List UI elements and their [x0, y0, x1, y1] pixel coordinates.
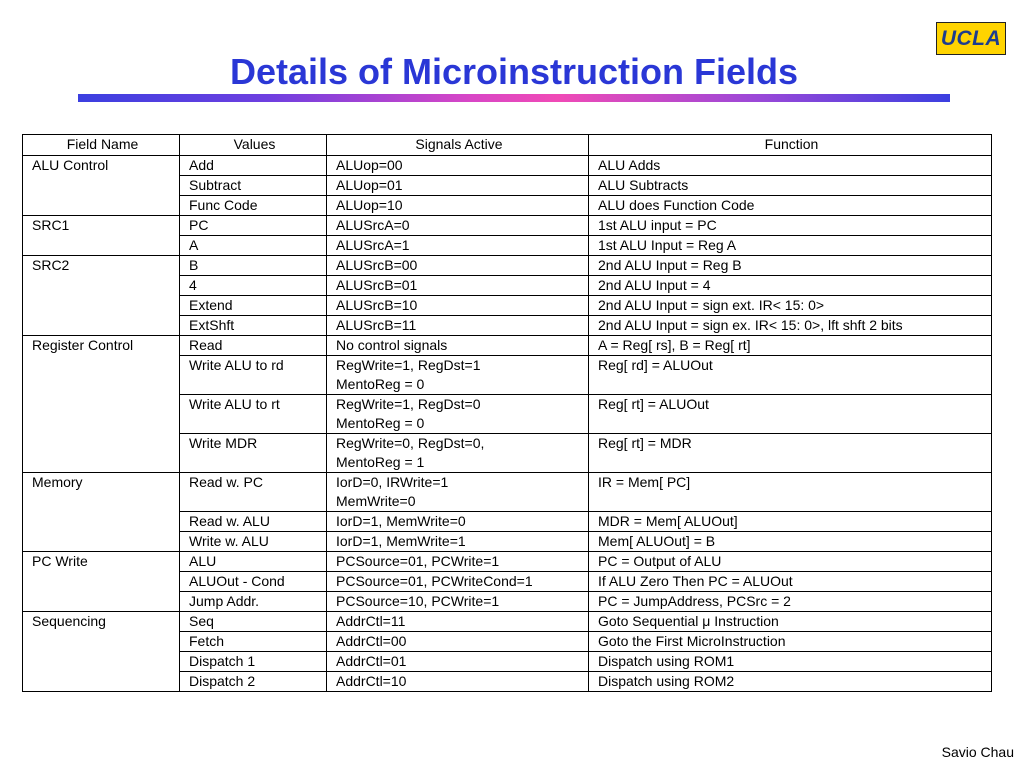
signals-active-cell — [327, 532, 589, 552]
value-cell: Write MDR — [180, 434, 327, 473]
field-name-cell: SRC2 — [23, 256, 180, 336]
signal-line: MentoReg = 1 — [336, 454, 425, 470]
function-cell: 1st ALU input = PC — [589, 216, 992, 236]
table-header-row — [23, 135, 992, 156]
value-cell: Dispatch 1 — [180, 652, 327, 672]
signal-line: ALUSrcA=1 — [336, 237, 410, 253]
author-footer: Savio Chau — [941, 744, 1014, 760]
table-row — [23, 156, 992, 176]
signal-line: PCSource=10, PCWrite=1 — [336, 593, 500, 609]
function-cell: ALU Adds — [589, 156, 992, 176]
function-cell: IR = Mem[ PC] — [589, 473, 992, 512]
value-cell: Subtract — [180, 176, 327, 196]
function-cell: 2nd ALU Input = sign ext. IR< 15: 0> — [589, 296, 992, 316]
signals-active-cell — [327, 356, 589, 395]
signals-active-cell — [327, 176, 589, 196]
function-cell: ALU Subtracts — [589, 176, 992, 196]
function-cell: 2nd ALU Input = sign ex. IR< 15: 0>, lft shft 2 bits — [589, 316, 992, 336]
value-cell: Write ALU to rd — [180, 356, 327, 395]
table-row — [23, 336, 992, 356]
signals-active-cell — [327, 276, 589, 296]
signal-line: RegWrite=0, RegDst=0, — [336, 435, 485, 451]
header-signals-active: Signals Active — [327, 135, 589, 156]
signals-active-cell — [327, 256, 589, 276]
signal-line: AddrCtl=11 — [336, 613, 406, 629]
value-cell: Seq — [180, 612, 327, 632]
signal-line: PCSource=01, PCWriteCond=1 — [336, 573, 533, 589]
field-name-cell: PC Write — [23, 552, 180, 612]
value-cell: Add — [180, 156, 327, 176]
field-name-cell: SRC1 — [23, 216, 180, 256]
header-field-name: Field Name — [23, 135, 180, 156]
signal-line: AddrCtl=10 — [336, 673, 407, 689]
field-name-cell: Memory — [23, 473, 180, 552]
signals-active-cell — [327, 572, 589, 592]
field-name-cell: Register Control — [23, 336, 180, 473]
signal-line: MemWrite=0 — [336, 493, 416, 509]
function-cell: ALU does Function Code — [589, 196, 992, 216]
signals-active-cell — [327, 395, 589, 434]
ucla-logo: UCLA — [936, 22, 1006, 55]
signal-line: IorD=1, MemWrite=0 — [336, 513, 466, 529]
signals-active-cell — [327, 512, 589, 532]
header-values: Values — [180, 135, 327, 156]
function-cell: MDR = Mem[ ALUOut] — [589, 512, 992, 532]
page-title: Details of Microinstruction Fields — [229, 51, 799, 92]
signal-line: No control signals — [336, 337, 448, 353]
function-cell: If ALU Zero Then PC = ALUOut — [589, 572, 992, 592]
function-cell: PC = JumpAddress, PCSrc = 2 — [589, 592, 992, 612]
value-cell: B — [180, 256, 327, 276]
value-cell: ExtShft — [180, 316, 327, 336]
value-cell: Jump Addr. — [180, 592, 327, 612]
signals-active-cell — [327, 216, 589, 236]
signals-active-cell — [327, 434, 589, 473]
field-name-cell: ALU Control — [23, 156, 180, 216]
function-cell: Reg[ rt] = MDR — [589, 434, 992, 473]
header-function: Function — [589, 135, 992, 156]
field-name-cell: Sequencing — [23, 612, 180, 692]
function-cell: Reg[ rd] = ALUOut — [589, 356, 992, 395]
signal-line: PCSource=01, PCWrite=1 — [336, 553, 500, 569]
signal-line: IorD=1, MemWrite=1 — [336, 533, 466, 549]
signals-active-cell — [327, 672, 589, 692]
value-cell: ALUOut - Cond — [180, 572, 327, 592]
signal-line: RegWrite=1, RegDst=0 — [336, 396, 481, 412]
signal-line: ALUSrcB=11 — [336, 317, 417, 333]
table-row — [23, 473, 992, 512]
function-cell: 2nd ALU Input = 4 — [589, 276, 992, 296]
value-cell: Read w. PC — [180, 473, 327, 512]
table-body — [23, 156, 992, 692]
value-cell: Write ALU to rt — [180, 395, 327, 434]
value-cell: Fetch — [180, 632, 327, 652]
function-cell: Goto Sequential μ Instruction — [589, 612, 992, 632]
value-cell: Dispatch 2 — [180, 672, 327, 692]
value-cell: ALU — [180, 552, 327, 572]
signals-active-cell — [327, 196, 589, 216]
table-row — [23, 612, 992, 632]
value-cell: Read — [180, 336, 327, 356]
signal-line: MentoReg = 0 — [336, 376, 425, 392]
table-row — [23, 552, 992, 572]
signal-line: ALUop=00 — [336, 157, 403, 173]
signal-line: IorD=0, IRWrite=1 — [336, 474, 449, 490]
signals-active-cell — [327, 592, 589, 612]
microinstruction-fields-table — [22, 134, 992, 692]
value-cell: 4 — [180, 276, 327, 296]
signals-active-cell — [327, 612, 589, 632]
signals-active-cell — [327, 156, 589, 176]
signals-active-cell — [327, 236, 589, 256]
function-cell: PC = Output of ALU — [589, 552, 992, 572]
table-row — [23, 256, 992, 276]
signals-active-cell — [327, 296, 589, 316]
signals-active-cell — [327, 336, 589, 356]
signals-active-cell — [327, 316, 589, 336]
function-cell: Reg[ rt] = ALUOut — [589, 395, 992, 434]
function-cell: 1st ALU Input = Reg A — [589, 236, 992, 256]
signal-line: MentoReg = 0 — [336, 415, 425, 431]
signals-active-cell — [327, 632, 589, 652]
value-cell: Func Code — [180, 196, 327, 216]
signal-line: ALUop=10 — [336, 197, 403, 213]
signal-line: AddrCtl=01 — [336, 653, 407, 669]
signals-active-cell — [327, 473, 589, 512]
function-cell: Dispatch using ROM1 — [589, 652, 992, 672]
value-cell: Extend — [180, 296, 327, 316]
signal-line: ALUSrcB=01 — [336, 277, 418, 293]
table-row — [23, 216, 992, 236]
signal-line: ALUSrcA=0 — [336, 217, 410, 233]
signal-line: ALUSrcB=00 — [336, 257, 418, 273]
function-cell: Mem[ ALUOut] = B — [589, 532, 992, 552]
signals-active-cell — [327, 652, 589, 672]
function-cell: Dispatch using ROM2 — [589, 672, 992, 692]
signal-line: ALUSrcB=10 — [336, 297, 418, 313]
value-cell: A — [180, 236, 327, 256]
function-cell: Goto the First MicroInstruction — [589, 632, 992, 652]
function-cell: A = Reg[ rs], B = Reg[ rt] — [589, 336, 992, 356]
signal-line: RegWrite=1, RegDst=1 — [336, 357, 481, 373]
title-underline-bar — [78, 94, 950, 102]
value-cell: PC — [180, 216, 327, 236]
signal-line: ALUop=01 — [336, 177, 403, 193]
function-cell: 2nd ALU Input = Reg B — [589, 256, 992, 276]
value-cell: Write w. ALU — [180, 532, 327, 552]
signal-line: AddrCtl=00 — [336, 633, 407, 649]
signals-active-cell — [327, 552, 589, 572]
value-cell: Read w. ALU — [180, 512, 327, 532]
